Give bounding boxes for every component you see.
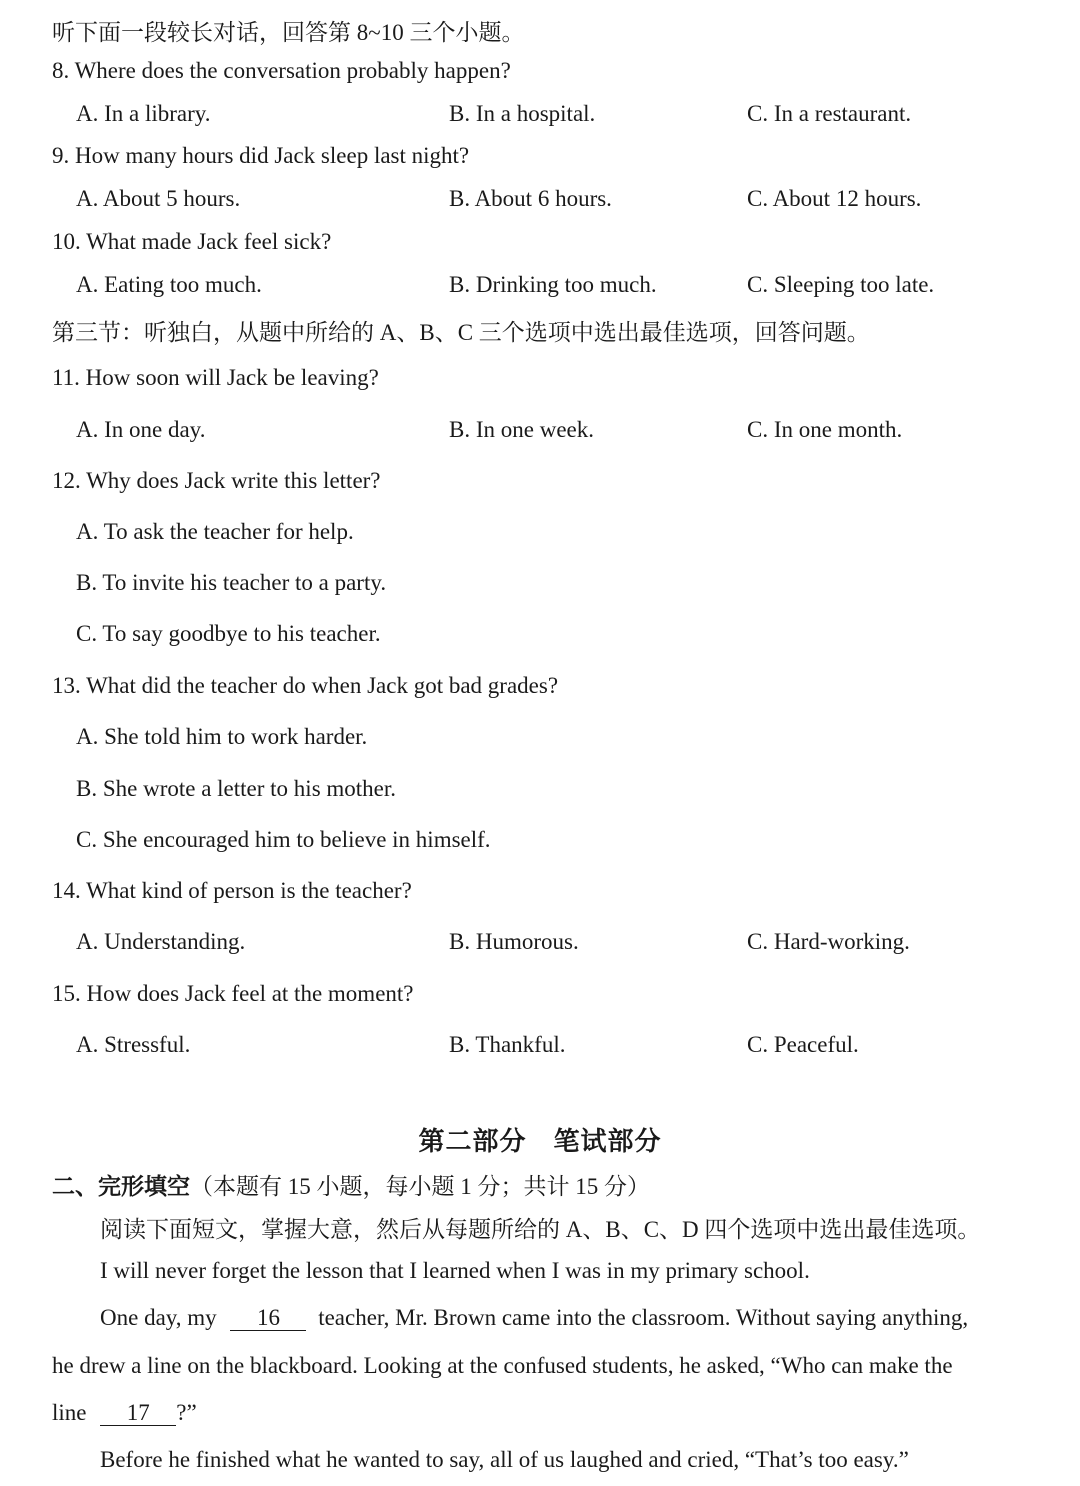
question-10-options xyxy=(0,272,1080,302)
question-13-option-b: B. She wrote a letter to his mother. xyxy=(76,776,397,801)
question-12-option-a: A. To ask the teacher for help. xyxy=(76,519,354,544)
option-a: A. Stressful. xyxy=(76,1032,191,1057)
option-c: C. About 12 hours. xyxy=(747,186,922,211)
section-3-intro: 第三节：听独白，从题中所给的 A、B、C 三个选项中选出最佳选项，回答问题。 xyxy=(52,320,870,345)
question-13-option-c: C. She encouraged him to believe in himself. xyxy=(76,827,491,852)
option-c: C. In a restaurant. xyxy=(747,101,912,126)
question-9: 9. How many hours did Jack sleep last night? xyxy=(52,143,470,168)
passage-paragraph-3: Before he finished what he wanted to say, all of us laughed and cried, “That’s too easy.” xyxy=(100,1447,909,1472)
cloze-heading-score: （本题有 15 小题，每小题 1 分；共计 15 分） xyxy=(190,1174,650,1199)
option-b: B. Humorous. xyxy=(449,929,579,954)
question-14: 14. What kind of person is the teacher? xyxy=(52,878,412,903)
part-2-title: 第二部分 笔试部分 xyxy=(418,1127,662,1157)
question-15: 15. How does Jack feel at the moment? xyxy=(52,981,414,1006)
passage-paragraph-2-line-1 xyxy=(100,1305,968,1331)
blank-16: 16 xyxy=(230,1306,306,1331)
cloze-instruction: 阅读下面短文，掌握大意，然后从每题所给的 A、B、C、D 四个选项中选出最佳选项。 xyxy=(100,1217,981,1242)
option-b: B. Thankful. xyxy=(449,1032,566,1057)
question-13: 13. What did the teacher do when Jack got bad grades? xyxy=(52,673,559,698)
option-c: C. In one month. xyxy=(747,417,903,442)
passage-text: One day, my xyxy=(100,1305,217,1330)
passage-paragraph-2-line-3 xyxy=(52,1400,197,1426)
cloze-section-heading xyxy=(52,1168,650,1201)
option-b: B. About 6 hours. xyxy=(449,186,612,211)
question-12: 12. Why does Jack write this letter? xyxy=(52,468,381,493)
question-14-options xyxy=(0,929,1080,959)
passage-text: ?” xyxy=(176,1400,197,1425)
passage-paragraph-1: I will never forget the lesson that I learned when I was in my primary school. xyxy=(100,1258,810,1283)
question-9-options xyxy=(0,186,1080,216)
option-a: A. Understanding. xyxy=(76,929,246,954)
question-10: 10. What made Jack feel sick? xyxy=(52,229,332,254)
section-intro-8-10: 听下面一段较长对话，回答第 8~10 三个小题。 xyxy=(52,20,525,45)
question-15-options xyxy=(0,1032,1080,1062)
cloze-heading-label: 二、完形填空 xyxy=(52,1174,190,1200)
option-a: A. Eating too much. xyxy=(76,272,262,297)
passage-text: teacher, Mr. Brown came into the classroom. Without saying anything, xyxy=(318,1305,969,1330)
option-c: C. Peaceful. xyxy=(747,1032,859,1057)
passage-text: line xyxy=(52,1400,87,1425)
question-12-option-c: C. To say goodbye to his teacher. xyxy=(76,621,381,646)
question-8: 8. Where does the conversation probably happen? xyxy=(52,58,511,83)
question-8-options xyxy=(0,101,1080,131)
question-13-option-a: A. She told him to work harder. xyxy=(76,724,368,749)
blank-17: 17 xyxy=(100,1401,176,1426)
option-b: B. In a hospital. xyxy=(449,101,596,126)
option-b: B. In one week. xyxy=(449,417,594,442)
question-11-options xyxy=(0,417,1080,447)
option-b: B. Drinking too much. xyxy=(449,272,657,297)
option-a: A. About 5 hours. xyxy=(76,186,241,211)
option-c: C. Hard-working. xyxy=(747,929,910,954)
option-a: A. In a library. xyxy=(76,101,211,126)
question-12-option-b: B. To invite his teacher to a party. xyxy=(76,570,387,595)
question-11: 11. How soon will Jack be leaving? xyxy=(52,365,379,390)
option-c: C. Sleeping too late. xyxy=(747,272,935,297)
option-a: A. In one day. xyxy=(76,417,206,442)
passage-paragraph-2-line-2: he drew a line on the blackboard. Looking at the confused students, he asked, “Who can make the xyxy=(52,1353,953,1378)
